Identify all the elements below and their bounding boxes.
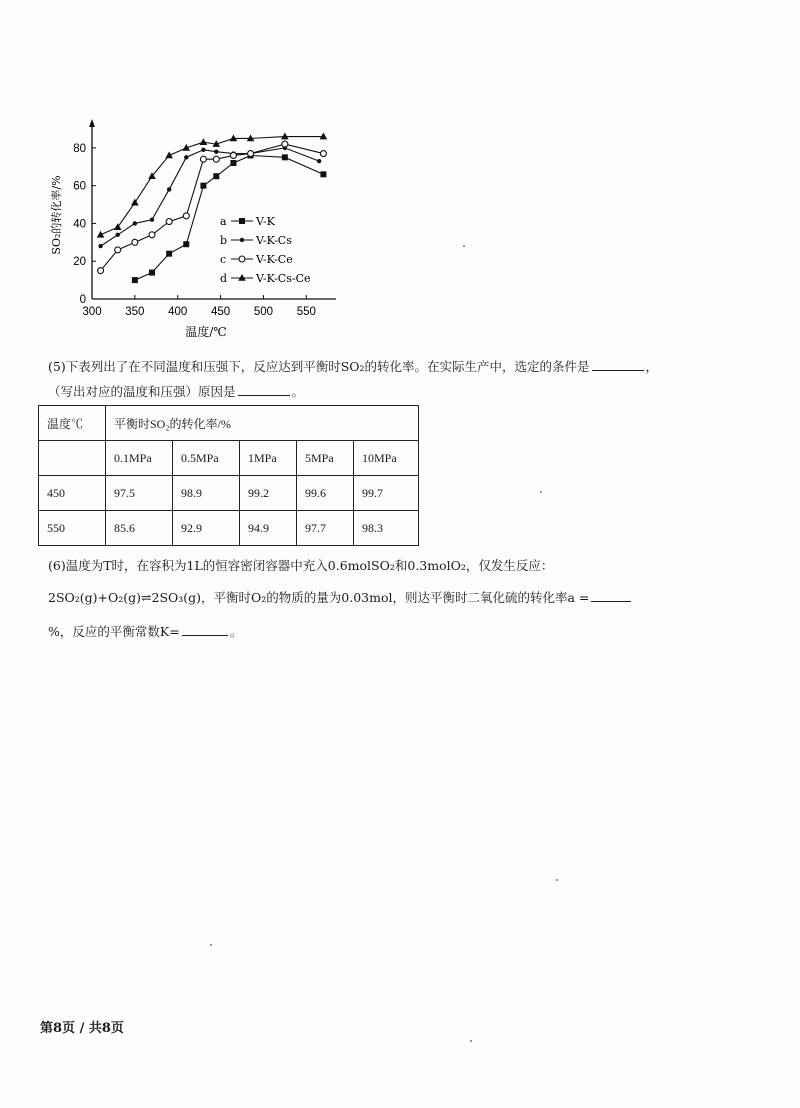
data-point: [320, 171, 326, 177]
series-line: [101, 148, 320, 246]
data-point: [149, 270, 155, 276]
legend-letter: b: [220, 234, 228, 247]
data-point: [200, 183, 206, 189]
data-point: [230, 152, 236, 158]
data-point: [131, 199, 139, 206]
x-tick-label: 450: [210, 306, 231, 318]
legend-letter: d: [220, 272, 228, 285]
data-point: [239, 218, 245, 224]
data-point: [238, 274, 246, 281]
data-point: [200, 138, 208, 145]
x-axis-label: 温度/℃: [185, 325, 227, 339]
table-header-row: [39, 406, 419, 441]
x-tick-label: 300: [82, 306, 102, 318]
data-point: [167, 187, 171, 191]
so2-conversion-chart: [40, 115, 340, 340]
data-point: [116, 233, 120, 237]
data-point: [184, 155, 188, 159]
series-v-k-cs-ce: [97, 133, 327, 238]
data-point: [166, 219, 172, 225]
data-point: [183, 241, 189, 247]
pressure-cell: 0.1MPa: [106, 441, 173, 476]
y-tick-label: 60: [73, 180, 86, 193]
value-cell: 98.3: [354, 511, 419, 546]
conversion-table: [38, 405, 419, 546]
legend-label: V-K-Ce: [256, 253, 293, 266]
value-cell: 97.5: [106, 476, 173, 511]
answer-blank-reason[interactable]: [238, 394, 290, 396]
value-cell: 94.9: [240, 511, 297, 546]
answer-blank-k[interactable]: [182, 634, 228, 636]
x-tick-label: 400: [168, 306, 188, 318]
pressure-cell: 10MPa: [354, 441, 419, 476]
answer-blank-condition[interactable]: [592, 369, 644, 371]
legend-letter: a: [220, 215, 227, 228]
temperature-cell: 450: [39, 476, 106, 511]
series-v-k: [132, 152, 327, 283]
scan-speck: [556, 879, 558, 881]
question-5-line-1: [48, 357, 658, 375]
data-point: [132, 277, 138, 283]
question-5-text: (5)下表列出了在不同温度和压强下，反应达到平衡时SO₂的转化率。在实际生产中，选定的条件是: [48, 359, 590, 374]
data-point: [282, 141, 288, 147]
data-point: [230, 160, 236, 166]
y-tick-label: 80: [73, 142, 86, 155]
data-point: [183, 213, 189, 219]
data-point: [282, 154, 288, 160]
data-point: [248, 151, 254, 157]
chart-legend: [220, 215, 311, 285]
empty-cell: [39, 441, 106, 476]
data-point: [200, 156, 206, 162]
pressure-cell: 0.5MPa: [173, 441, 240, 476]
table-row: [39, 476, 419, 511]
data-point: [239, 256, 245, 262]
legend-label: V-K: [256, 215, 275, 228]
scan-speck: [210, 944, 212, 946]
data-point: [150, 217, 154, 221]
data-point: [133, 221, 137, 225]
scan-speck: [470, 1040, 472, 1042]
legend-label: V-K-Cs: [256, 234, 292, 247]
series-line: [135, 155, 324, 280]
data-point: [98, 268, 104, 274]
pressure-cell: 1MPa: [240, 441, 297, 476]
pressure-cell: 5MPa: [297, 441, 354, 476]
data-point: [201, 148, 205, 152]
y-tick-label: 20: [73, 256, 86, 269]
y-axis-arrow: [89, 119, 95, 127]
data-point: [240, 238, 244, 242]
question-6-line-3: [48, 622, 242, 640]
series-v-k-cs: [98, 146, 321, 249]
answer-blank-conversion[interactable]: [591, 600, 631, 602]
data-point: [213, 156, 219, 162]
punctuation: 。: [229, 624, 243, 639]
y-tick-label: 0: [79, 294, 86, 306]
table-row: [39, 511, 419, 546]
scan-speck: [463, 245, 465, 247]
value-cell: 98.9: [173, 476, 240, 511]
header-conversion-rate: 平衡时SO₂的转化率/%: [106, 406, 419, 441]
punctuation: ，: [645, 359, 659, 374]
data-point: [214, 149, 218, 153]
value-cell: 92.9: [173, 511, 240, 546]
question-6-line-1: (6)温度为T时，在容积为1L的恒容密闭容器中充入0.6molSO₂和0.3molO₂，仅发生反应：: [48, 558, 554, 573]
y-axis-label: SO₂的转化率/%: [50, 175, 63, 255]
question-5-line-2: [48, 382, 304, 400]
data-point: [213, 173, 219, 179]
x-tick-label: 550: [296, 306, 316, 318]
page-number: 第8页 / 共8页: [40, 1021, 124, 1036]
legend-letter: c: [220, 253, 227, 266]
value-cell: 99.2: [240, 476, 297, 511]
question-6-k-text: %，反应的平衡常数K=: [48, 624, 180, 639]
data-point: [320, 133, 328, 140]
data-point: [230, 134, 238, 141]
question-5-reason-text: （写出对应的温度和压强）原因是: [48, 384, 236, 399]
data-point: [166, 251, 172, 257]
x-tick-label: 500: [253, 306, 274, 318]
value-cell: 99.6: [297, 476, 354, 511]
scan-speck: [540, 491, 542, 493]
series-line: [101, 144, 324, 271]
question-6-text: ，平衡时O₂的物质的量为0.03mol，则达平衡时二氧化硫的转化率a =: [201, 590, 590, 605]
temperature-cell: 550: [39, 511, 106, 546]
x-tick-label: 350: [125, 306, 145, 318]
value-cell: 99.7: [354, 476, 419, 511]
legend-label: V-K-Cs-Ce: [256, 272, 311, 285]
punctuation: 。: [291, 384, 305, 399]
data-point: [281, 133, 289, 140]
data-point: [132, 239, 138, 245]
reaction-equation: 2SO₂(g)+O₂(g)⇌2SO₃(g): [48, 590, 202, 605]
question-6-line-2: [48, 588, 633, 606]
data-point: [98, 244, 102, 248]
value-cell: 97.7: [297, 511, 354, 546]
data-point: [317, 159, 321, 163]
value-cell: 85.6: [106, 511, 173, 546]
y-tick-label: 40: [73, 218, 86, 231]
header-temperature: 温度℃: [39, 406, 106, 441]
table-pressure-row: [39, 441, 419, 476]
data-point: [149, 232, 155, 238]
data-point: [320, 151, 326, 157]
data-point: [115, 247, 121, 253]
